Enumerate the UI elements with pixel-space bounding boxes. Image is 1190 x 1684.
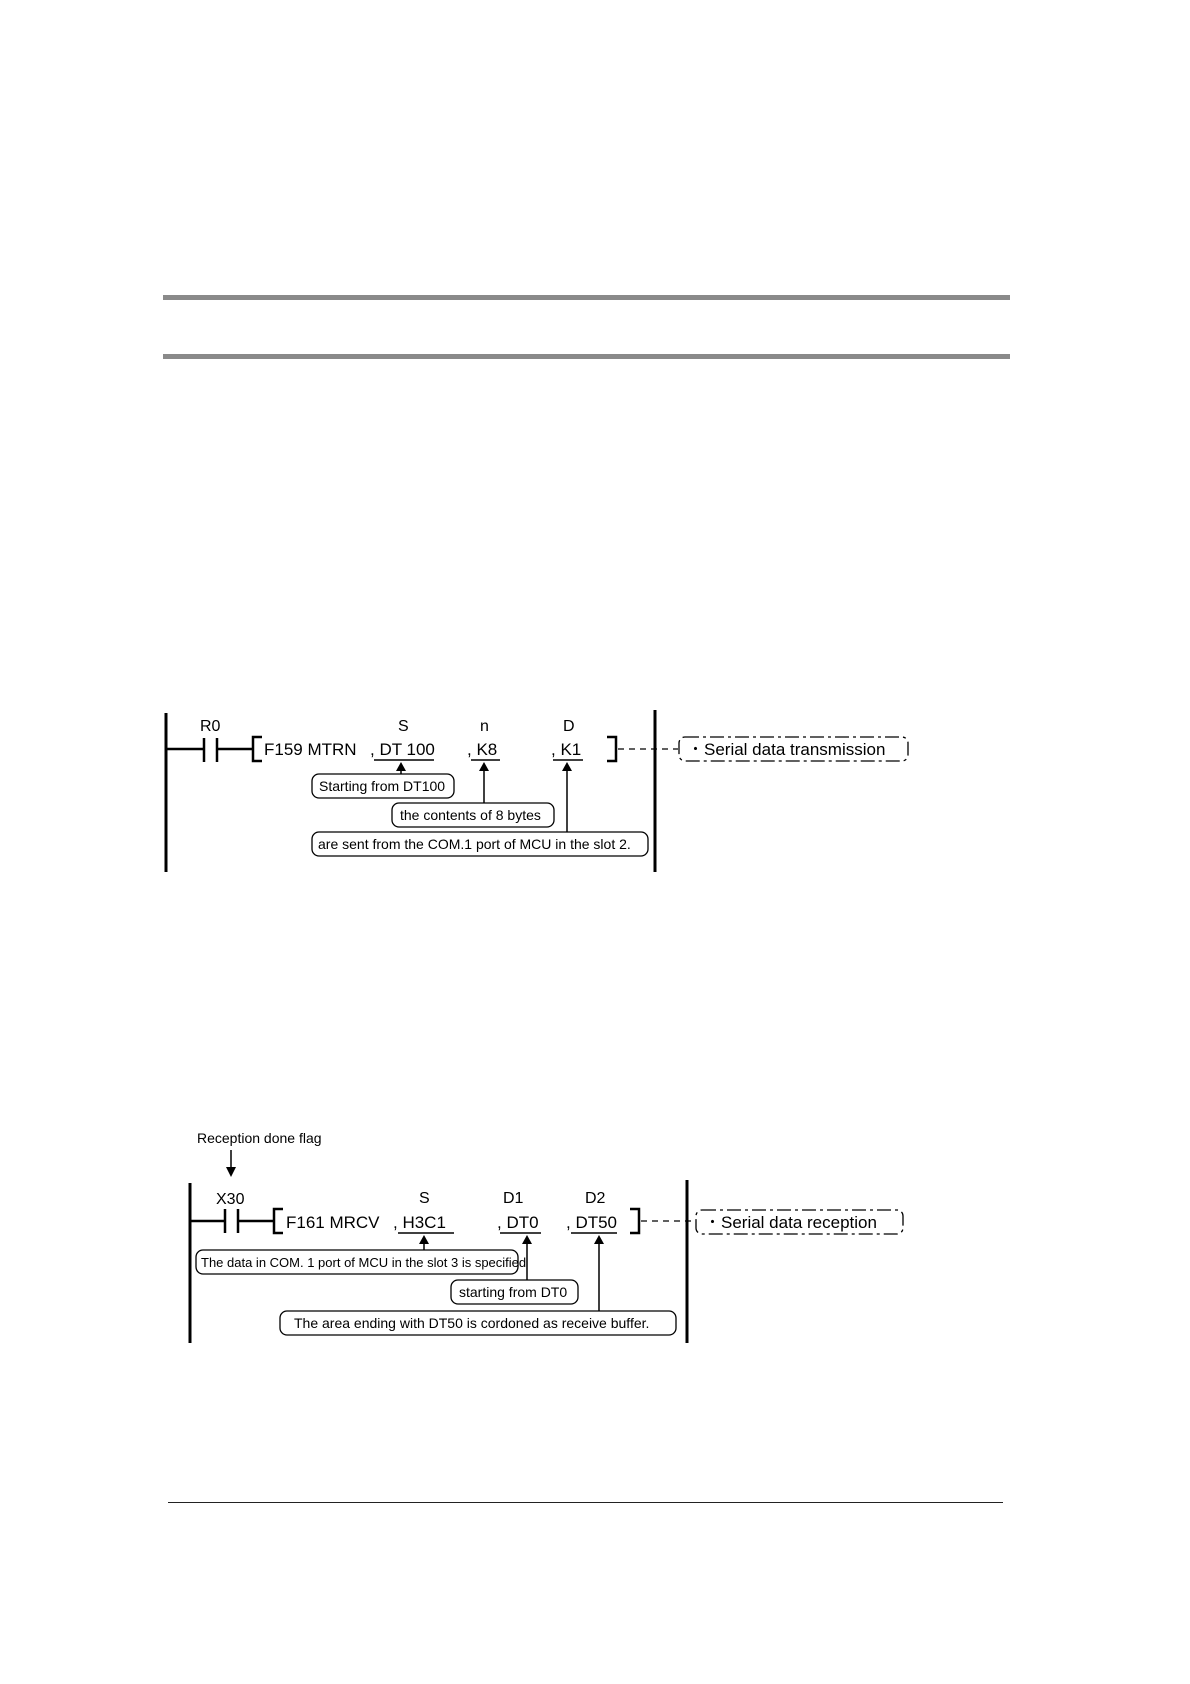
instruction-name: F161 MRCV bbox=[286, 1213, 380, 1232]
operand-label-n: n bbox=[480, 718, 489, 735]
arrow-d2-head bbox=[594, 1235, 604, 1244]
operand-d: , K1 bbox=[551, 740, 582, 759]
callout-text-3: The area ending with DT50 is cordoned as receive buffer. bbox=[294, 1315, 650, 1331]
callout-text-2: starting from DT0 bbox=[459, 1284, 568, 1300]
callout-text-3: are sent from the COM.1 port of MCU in the slot 2. bbox=[318, 836, 631, 852]
contact-label: R0 bbox=[200, 718, 221, 735]
operand-s: , DT 100 bbox=[370, 740, 435, 759]
comment-text: ・Serial data transmission bbox=[687, 740, 886, 759]
operand-d1: , DT0 bbox=[497, 1213, 539, 1232]
operand-label-d2: D2 bbox=[585, 1190, 606, 1207]
arrow-d1-head bbox=[522, 1235, 532, 1244]
callout-text-1: Starting from DT100 bbox=[319, 778, 446, 794]
comment-text: ・Serial data reception bbox=[704, 1213, 877, 1232]
contact-label: X30 bbox=[216, 1191, 245, 1208]
operand-s: , H3C1 bbox=[393, 1213, 446, 1232]
callout-text-2: the contents of 8 bytes bbox=[400, 807, 541, 823]
operand-label-s: S bbox=[398, 718, 409, 735]
instruction-right-bracket bbox=[630, 1209, 639, 1233]
instruction-left-bracket bbox=[274, 1209, 283, 1233]
callout-text-1: The data in COM. 1 port of MCU in the slot 3 is specified bbox=[201, 1255, 527, 1270]
flag-arrow-head bbox=[226, 1167, 236, 1177]
operand-label-s: S bbox=[419, 1190, 430, 1207]
instruction-name: F159 MTRN bbox=[264, 740, 357, 759]
operand-d2: , DT50 bbox=[566, 1213, 618, 1232]
operand-label-d1: D1 bbox=[503, 1190, 524, 1207]
operand-n: , K8 bbox=[467, 740, 498, 759]
flag-label: Reception done flag bbox=[197, 1130, 322, 1146]
operand-label-d: D bbox=[563, 718, 575, 735]
arrow-s-head bbox=[419, 1235, 429, 1244]
